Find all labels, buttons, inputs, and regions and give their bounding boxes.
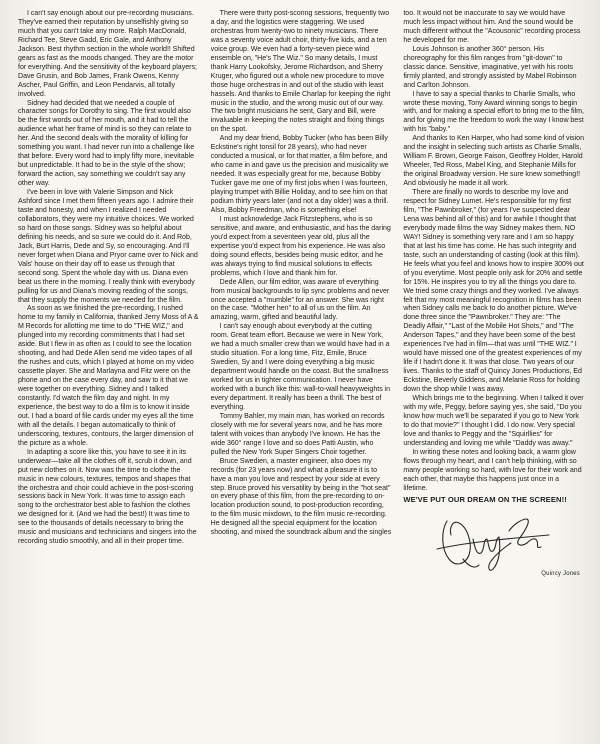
- signature-block: [403, 509, 584, 581]
- paragraph: Dede Allen, our film editor, was aware of everything from musical backgrounds to lip sync problems and never once accepted a "mumble" for an answer. She was right on the case. "Mother hen" to all of us on the film. An amazing, warm, gifted and beautiful lady.: [210, 278, 390, 322]
- paragraph: I can't say enough about everybody at the cutting room. Great team effort. Because we were in New York, we had a much smaller crew than we would have had in a studio situation. For a long time, Fitz, Emile, Bruce Swedien, Sy and I were doing everything a big music department would handle on the coast. But the smallness worked for us in tighter communication. I never have worked with a bunch like this: wall-to-wall heavyweights in every department. It really has been a thrill. The best of everything.: [210, 323, 391, 411]
- paragraph: I can't say enough about our pre-recording musicians. They've earned their reputation by unselfishly giving so much that you can't take any more. Ralph MacDonald, Richard Tee, Steve Gadd, Eric Gale, and Anthony Jackson. Best rhythm section in the whole world!! Shifted gears as fast as the moods changed. They are the motor for everything. And the sensitivity of the keyboard players; Dave Grusin, and Bob James, Frank Owens, Kenny Ascher, Paul Griffin, and Leon Pendarvis, all totally involved.: [18, 10, 197, 98]
- paragraph: In writing these notes and looking back, a warm glow flows through my heart, and I can't help thinking, with so many people working so hard, with love for their work and each other, that maybe this happens just once in a lifetime.: [403, 448, 582, 492]
- column-3: [403, 10, 584, 732]
- column-1: [18, 10, 199, 732]
- paragraph: Tommy Bahler, my main man, has worked on records closely with me for several years now, and he has more talent with voices than anybody I've known. He has the wide 360° range I love and so does Patti Austin, who pulled the New York Super Singers Choir together.: [210, 412, 385, 456]
- closing-line: WE'VE PUT OUR DREAM ON THE SCREEN!!: [403, 495, 567, 505]
- paragraph: too. It would not be inaccurate to say we would have much less impact without him. And the sound would be much different without the "Acousonic" recording process he developed for me.: [403, 10, 581, 44]
- paragraph: And my dear friend, Bobby Tucker (who has been Billy Eckstine's right tonsil for 28 years), who had never conducted a musical, or for that matter, a film before, and who came in and gave us the precision and musicality we needed. It was especially great for me, because Bobby Tucker gave me one of my first jobs when I was fourteen, playing trumpet with Billie Holiday, and to see him on that podium thirty years later (and not a day older) was a thrill. Also, Bobby Freedman, who is something else!: [210, 135, 389, 214]
- paragraph: And thanks to Ken Harper, who had some kind of vision and the insight in selecting such artists as Charlie Smalls, William F. Brown, George Faison, Geoffrey Holder, Harold Wheeler, Ted Ross, Mabel King, and Stephanie Mills for the original Broadway version. He sure knew something!! And obviously he made it all work.: [403, 135, 584, 188]
- paragraph: As soon as we finished the pre-recording, I rushed home to my family in California, thanked Jerry Moss of A & M Records for allotting me time to do "THE WIZ," and plunged into my recording commitments that I had set aside. But I flew in as often as I could to see the location shooting, and had Dede Allen send me video tapes of all the rushes and cuts, which I played at home on my video cassette player. She and Marlayna and Fitz were on the phone and on the case every day, and saw to it that we were together on everything. Sidney and I talked constantly. I'd watch the film day and night. In my experience, the best way to do a film is to know it inside out. I had a board of file cards under my eyes all the time with all the details. I began automatically to think of underscoring, textures, contours, the larger dimension of the picture as a whole.: [18, 305, 199, 447]
- paragraph: Louis Johnson is another 360° person. His choreography for this film ranges from "git-down" to classic dance. Sensitive, imaginative, yet with his roots firmly planted, and strongly assisted by Mabel Robinson and Carlton Johnson.: [403, 45, 577, 89]
- text-columns: [18, 10, 584, 732]
- paragraph: I must acknowledge Jack Fitzstephens, who is so sensitive, and aware, and enthusiastic, and has the daring you'd expect from a seventeen year old, plus all the expertise you'd expect from his experience. He was also doing sound effects, besides being music editor, and he was always trying to find musical solutions to effects problems, which I love and thank him for.: [210, 215, 391, 277]
- paragraph: In adapting a score like this, you have to see it in its underwear—take all the clothes off it, scrub it down, and put new clothes on it. Now was the time to clothe the music in new colours, textures, tempos and shapes that the orchestra and choir could achieve in the post-scoring sessions back in New York. It was time to assign each song to the orchestrator best able to fashion the clothes we designed for it. (And we had the best!) It was time to see to the thousands of details necessary to bring the music and musicians and technicians and singers into the recording studio smoothly, and all in their proper time.: [18, 448, 197, 546]
- paragraph: There are finally no words to describe my love and respect for Sidney Lumet. He's responsible for my first film, "The Pawnbroker," (for years I've suspected dear Lena was behind all of this) and for awhile I thought that everybody made films the way Sidney makes them. NO WAY! Sidney is something very rare and I am so happy that at last his time has come. He has such integrity and taste, such an understanding of casting (look at this film). He feels what you feel and knows how to inspire 300% out of you everytime. Most people only ask for 20% and settle for 15%. He inspires you to try all the things you dare to. We tried some crazy things and they worked. I've always felt that my most meaningful recognition in films has been when Sidney calls me back to do another picture. We've done three since the "Pawnbroker." They are: "The Deadly Affair," "Last of the Mobile Hot Shots," and "The Anderson Tapes," and they have been some of the best experiences I've had in film—that was until "THE WIZ." I would have missed one of the greatest experiences of my life if I hadn't done it. It was that close. Two years of our lives. Thanks to the staff of Quincy Jones Productions, Ed Eckstine, Beverly Giddens, and Melanie Ross for holding down the shop while I was away.: [403, 189, 584, 394]
- column-2: [211, 10, 392, 732]
- paragraph: There were thirty post-scoring sessions, frequently two a day, and the logistics were staggering. We used orchestras from twenty-two to ninety musicians. There was a seventy voice adult choir, thirty-five kids, and a ten voice group. We even had a forty-seven piece wind ensemble on, "He's The Wiz." So many details, I must thank Harry Lookofsky, Jerome Richardson, and Sherry Kruger, who figured out a whole new procedure to move those huge orchestras in and out of the studio with least hassels. And thanks to Emile Charlap for keeping the right music in the studio, and the wrong music out of our way. The two bright musicians he sent, Gary and Bill, were invaluable in keeping the notes straight and fixing things on the spot.: [210, 10, 391, 134]
- paragraph: Bruce Swedien, a master engineer, also does my records (for 23 years now) and what a pleasure it is to have a man you love and respect by your side at every step. Bruce proved his versatility by being in the "hot seat" on every phase of this film, from the pre-recording to on-location production sound, to post-production recording, to the film music mixdown, to the film music re-recording. He designed all the special equipment for the location shooting, and mixed the soundtrack album and the singles: [210, 457, 392, 537]
- paragraph: I've been in love with Valerie Simpson and Nick Ashford since I met them fifteen years ago. I admire their taste and honesty, and when I realized I needed collaborators, they were my intuitive choices. We worked so hard on those songs. Sidney was so helpful about defining his needs, and so sure we could do it. And Rob, Jack, Burt Harris, Dede and Sy, so encouraging. And I'll never forget when Diana and Pryor came over to Nick and Vals' house on their day off to ease us through that second song. Spent the whole day with us. Diana even beat us there in the morning. I really think with everybody pulling for us and Diana's moving reading of the songs, that they supply the moments we needed for the film.: [18, 189, 198, 304]
- signature-name: Quincy Jones: [541, 571, 581, 578]
- paragraph: I have to say a special thanks to Charlie Smalls, who wrote these moving, Tony Award winning songs to begin with, and for making a special effort to bring me to the film, and for giving me the freedom to work the way I know best with his "baby.": [403, 90, 584, 134]
- paragraph: Which brings me to the beginning. When I talked it over with my wife, Peggy, before saying yes, she said, "Do you know how much we'll be separated if you go to New York to do that movie?" I thought I did. I do now. Very special love and thanks to Peggy and the "Squirllies" for understanding and loving me while "Daddy was away.": [403, 394, 584, 447]
- handwritten-signature: [433, 509, 553, 575]
- paragraph: Sidney had decided that we needed a couple of character songs for Dorothy to sing. The first would also be the first words out of her mouth, and it had to tell the audience what her frame of mind is so they can relate to her. And the second deals with the morality of killing for something you want. I had never run into a challenge like that before. Every word had to imply fifty more, inevitable but unpredictable. It had to be in the style of the show; forward the action, say something we couldn't say any other way.: [18, 99, 195, 188]
